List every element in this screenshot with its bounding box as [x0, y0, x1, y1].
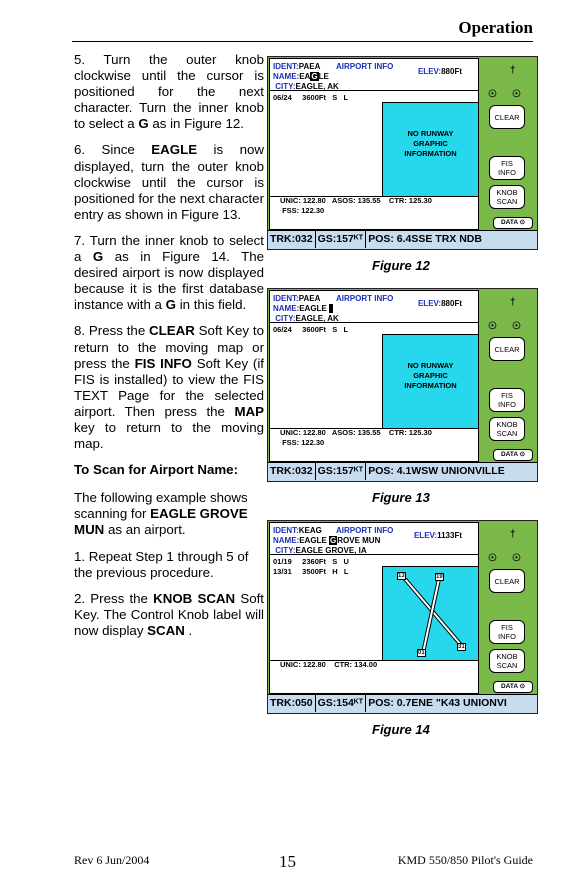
no-runway-text: NO RUNWAY GRAPHIC INFORMATION: [404, 361, 457, 390]
airport-icon: ☉: [512, 89, 521, 100]
data-softkey[interactable]: DATA ⊙: [493, 449, 533, 461]
airport-info-screen: [269, 58, 479, 230]
figure-caption: Figure 13: [372, 490, 430, 505]
runway-label: 31: [458, 644, 465, 650]
status-bar: [268, 694, 537, 713]
tower-icon: †: [510, 65, 516, 76]
status-bar: [268, 462, 537, 481]
figure-caption: Figure 12: [372, 258, 430, 273]
ident-block: IDENT:PAEA NAME:EAGLE CITY:EAGLE, AK: [273, 294, 339, 323]
knob-scan-softkey[interactable]: KNOB SCAN: [489, 185, 525, 209]
mfd-screenshot: [267, 520, 538, 714]
airport-icon: ☉: [512, 553, 521, 564]
no-runway-panel: [382, 102, 478, 197]
page-header: [0, 0, 577, 50]
step-5: 5. Turn the outer knob clockwise until the cursor is positioned for the next character. Turn the inner knob to select a G as in Figure 12.: [74, 52, 264, 132]
track: TRK:032: [268, 231, 316, 248]
knob-scan-softkey[interactable]: KNOB SCAN: [489, 417, 525, 441]
runway-label: 13: [398, 573, 405, 579]
track: TRK:032: [268, 463, 316, 480]
scan-heading: To Scan for Airport Name:: [74, 462, 239, 478]
screen-title: AIRPORT INFO: [336, 526, 394, 535]
screen-title: AIRPORT INFO: [336, 62, 394, 71]
clear-softkey[interactable]: CLEAR: [489, 569, 525, 593]
header-rule: [72, 41, 533, 42]
airport-info-screen: [269, 522, 479, 694]
name-cursor: G: [330, 536, 337, 545]
mfd-screenshot: [267, 56, 538, 250]
frequency-info: UNIC: 122.80 CTR: 134.00: [280, 660, 378, 669]
track: TRK:050: [268, 695, 316, 712]
scan-intro: The following example shows scanning for EAGLE GROVE MUN as an airport.: [74, 490, 248, 538]
no-runway-text: NO RUNWAY GRAPHIC INFORMATION: [404, 129, 457, 158]
runway-label: 19: [436, 574, 443, 580]
step-6: 6. Since EAGLE is now displayed, turn the outer knob clockwise until the cursor is positioned for the next character entry as shown in Figure 13.: [74, 142, 264, 222]
data-softkey[interactable]: DATA ⊙: [493, 217, 533, 229]
scan-step-2: 2. Press the KNOB SCAN Soft Key. The Control Knob label will now display SCAN .: [74, 590, 264, 638]
fis-info-softkey[interactable]: FIS INFO: [489, 620, 525, 644]
fis-info-softkey[interactable]: FIS INFO: [489, 388, 525, 412]
elevation: ELEV:880Ft: [417, 299, 462, 308]
figure-caption: Figure 14: [372, 722, 430, 737]
page-number: 15: [279, 852, 296, 871]
fis-info-softkey[interactable]: FIS INFO: [489, 156, 525, 180]
frequency-info: UNIC: 122.80 ASOS: 135.55 CTR: 125.30 FSS: 122.30: [280, 428, 432, 447]
step-7: 7. Turn the inner knob to select a G as in Figure 14. The desired airport is now displayed because it is the first database instance with a G in this field.: [74, 232, 264, 313]
mfd-screenshot: [267, 288, 538, 482]
screen-title: AIRPORT INFO: [336, 294, 394, 303]
instruction-text: [74, 52, 264, 649]
airport-icon: ☉: [488, 553, 497, 564]
ident-block: IDENT:KEAG NAME:EAGLE GROVE MUN CITY:EAGLE GROVE, IA: [273, 526, 381, 555]
status-bar: [268, 230, 537, 249]
frequency-info: UNIC: 122.80 ASOS: 135.55 CTR: 125.30 FSS: 122.30: [280, 196, 432, 215]
runway-info: 06/24 3600Ft S L: [273, 325, 349, 334]
ground-speed: GS:157ᴷᵀ: [316, 231, 367, 248]
ident-block: IDENT:PAEA NAME:EAGLE CITY:EAGLE, AK: [273, 62, 339, 91]
runway-diagram: [382, 566, 478, 661]
position: POS: 4.1WSW UNIONVILLE: [368, 465, 505, 477]
ground-speed: GS:157ᴷᵀ: [316, 463, 367, 480]
clear-softkey[interactable]: CLEAR: [489, 337, 525, 361]
divider: [270, 322, 478, 323]
tower-icon: †: [510, 529, 516, 540]
step-8: 8. Press the CLEAR Soft Key to return to the moving map or press the FIS INFO Soft Key (if FIS is installed) to view the FIS TEXT Page for the selected airport. Then press the MAP key to return to the moving map.: [74, 323, 264, 452]
position: POS: 6.4SSE TRX NDB: [368, 233, 482, 245]
knob-scan-softkey[interactable]: KNOB SCAN: [489, 649, 525, 673]
scan-step-1: 1. Repeat Step 1 through 5 of the previous procedure.: [74, 548, 249, 580]
runway-label: 01: [418, 650, 425, 656]
data-softkey[interactable]: DATA ⊙: [493, 681, 533, 693]
ground-speed: GS:154ᴷᵀ: [316, 695, 367, 712]
clear-softkey[interactable]: CLEAR: [489, 105, 525, 129]
elevation: ELEV:880Ft: [417, 67, 462, 76]
footer-revision: Rev 6 Jun/2004: [74, 853, 150, 867]
name-cursor: G: [311, 72, 318, 81]
footer-guide-title: KMD 550/850 Pilot's Guide: [397, 853, 533, 867]
name-cursor: [329, 304, 333, 313]
airport-info-screen: [269, 290, 479, 462]
no-runway-panel: [382, 334, 478, 429]
airport-icon: ☉: [488, 89, 497, 100]
divider: [270, 554, 478, 555]
section-title: Operation: [458, 18, 533, 37]
tower-icon: †: [510, 297, 516, 308]
elevation: ELEV:1133Ft: [413, 531, 462, 540]
runway-info: 06/24 3600Ft S L: [273, 93, 349, 102]
position: POS: 0.7ENE "K43 UNIONVI: [368, 697, 507, 709]
runway-info: 01/19 2360Ft S U 13/31 3500Ft H L: [273, 557, 349, 576]
divider: [270, 90, 478, 91]
airport-icon: ☉: [488, 321, 497, 332]
airport-icon: ☉: [512, 321, 521, 332]
